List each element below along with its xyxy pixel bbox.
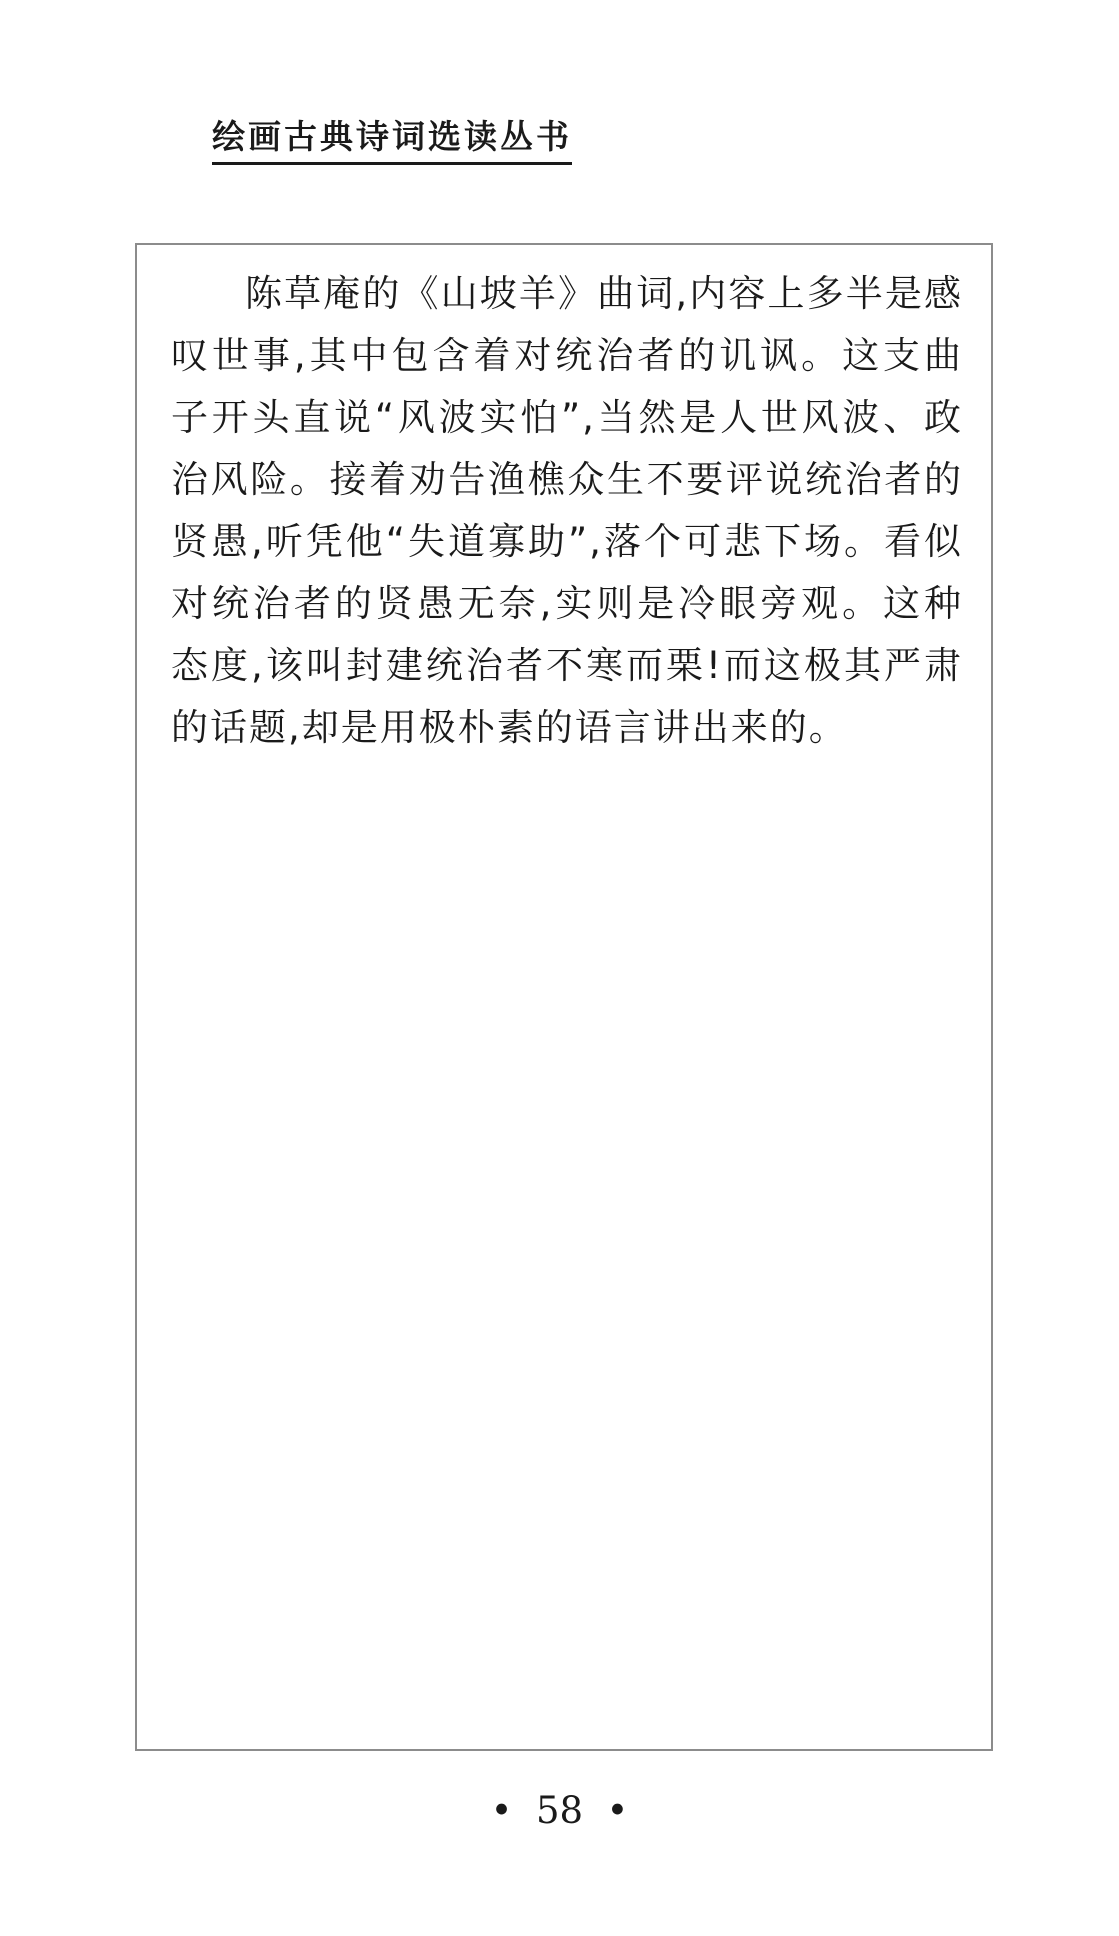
series-title: 绘画古典诗词选读丛书 [212,112,572,165]
body-paragraph: 陈草庵的《山坡羊》曲词,内容上多半是感叹世事,其中包含着对统治者的讥讽。这支曲子开头直说“风波实怕”,当然是人世风波、政治风险。接着劝告渔樵众生不要评说统治者的贤愚,听凭他“失道寡助”,落个可悲下场。看似对统治者的贤愚无奈,实则是冷眼旁观。这种态度,该叫封建统治者不寒而栗!而这极其严肃的话题,却是用极朴素的语言讲出来的。 [171,272,963,749]
page-number: • 58 • [490,1789,629,1832]
